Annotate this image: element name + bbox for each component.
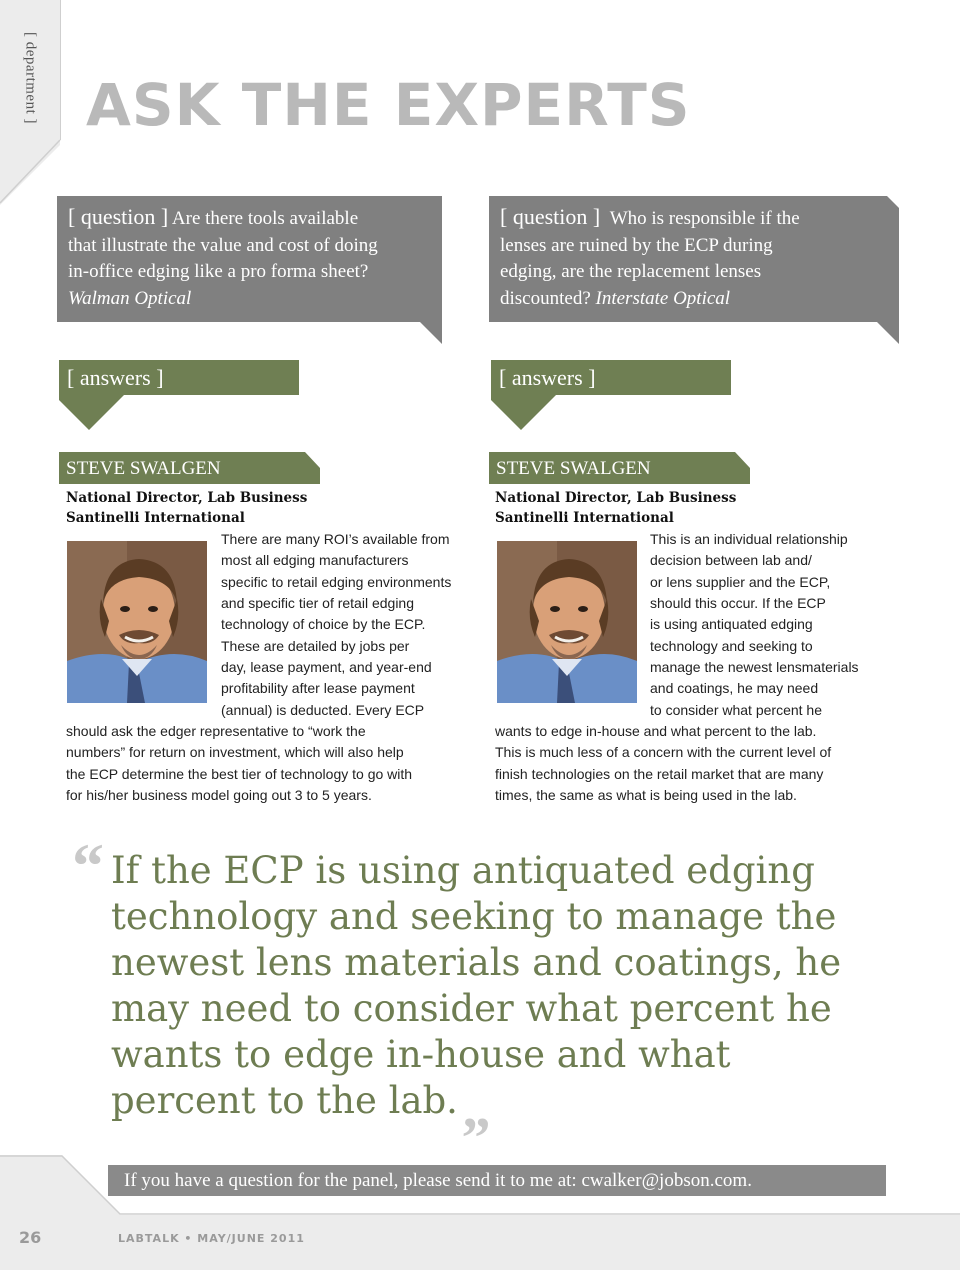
answer-line: the ECP determine the best tier of technology to go with <box>66 766 413 782</box>
answer-line: times, the same as what is being used in the lab. <box>495 787 797 803</box>
expert-title: National Director, Lab Business <box>66 490 308 506</box>
expert-title: National Director, Lab Business <box>495 490 737 506</box>
answer-line: specific to retail edging environments <box>221 574 452 590</box>
question-box-2-tail <box>877 196 901 346</box>
expert-name-bar-2 <box>489 452 751 484</box>
expert-company: Santinelli International <box>66 510 245 526</box>
question-line: in-office edging like a pro forma sheet? <box>68 261 369 282</box>
expert-name: STEVE SWALGEN <box>66 458 221 479</box>
answer-line: This is much less of a concern with the current level of <box>495 744 832 760</box>
page-title-reflection <box>86 137 606 163</box>
pull-quote-line: may need to consider what percent he <box>111 987 832 1030</box>
question-line: that illustrate the value and cost of doing <box>68 234 378 256</box>
pull-quote-line: technology and seeking to manage the <box>111 895 837 938</box>
answer-line: should ask the edger representative to “work the <box>66 723 366 739</box>
answers-label: [ answers ] <box>67 365 164 390</box>
pull-quote-close-mark: „ <box>461 1075 487 1140</box>
ask-panel-text: If you have a question for the panel, please send it to me at: cwalker@jobson.com. <box>124 1170 752 1191</box>
question-box-1 <box>57 196 442 322</box>
answer-line: manage the newest lensmaterials <box>650 659 859 675</box>
answers-box-1-pointer <box>59 394 129 432</box>
answer-line: to consider what percent he <box>650 702 822 718</box>
pull-quote-line: wants to edge in-house and what <box>111 1033 731 1076</box>
answers-box-1 <box>59 360 299 395</box>
question-text: Who is responsible if the <box>609 208 800 229</box>
expert-company: Santinelli International <box>495 510 674 526</box>
answer-line: numbers” for return on investment, which will also help <box>66 744 404 760</box>
answer-line: finish technologies on the retail market that are many <box>495 766 824 782</box>
answer-line: and specific tier of retail edging <box>221 595 414 611</box>
answers-label: [ answers ] <box>499 365 596 390</box>
page-number: 26 <box>19 1228 42 1247</box>
question-label: [ question ] <box>500 204 601 229</box>
answer-line: There are many ROI’s available from <box>221 531 450 547</box>
answer-line: is using antiquated edging <box>650 616 813 632</box>
answers-box-2-pointer <box>491 394 561 432</box>
expert-role-2 <box>495 488 736 528</box>
answer-line: technology of choice by the ECP. <box>221 616 426 632</box>
answer-line: technology and seeking to <box>650 638 813 654</box>
answer-line: These are detailed by jobs per <box>221 638 410 654</box>
question-box-2 <box>489 196 879 322</box>
answer-line: day, lease payment, and year-end <box>221 659 432 675</box>
answer-line: wants to edge in-house and what percent to the lab. <box>495 723 817 739</box>
answer-line: This is an individual relationship <box>650 531 848 547</box>
question-source: Interstate Optical <box>595 287 731 309</box>
answer-line: profitability after lease payment <box>221 680 415 696</box>
expert-role-1 <box>66 488 307 528</box>
answer-line: or lens supplier and the ECP, <box>650 574 831 590</box>
expert-name-bar-1 <box>59 452 321 484</box>
pull-quote-line: newest lens materials and coatings, he <box>111 941 842 984</box>
question-line: lenses are ruined by the ECP during <box>500 234 773 256</box>
answers-box-2 <box>491 360 731 395</box>
answer-line: and coatings, he may need <box>650 680 819 696</box>
pull-quote-line: If the ECP is using antiquated edging <box>111 849 815 892</box>
department-label: [ department ] <box>22 32 39 124</box>
question-line: discounted? <box>500 287 591 309</box>
pull-quote <box>111 848 842 1140</box>
answer-line: decision between lab and/ <box>650 552 812 568</box>
pull-quote-open-mark: “ <box>72 830 104 901</box>
question-line: edging, are the replacement lenses <box>500 261 762 282</box>
expert-photo-2 <box>497 541 637 703</box>
answer-line: for his/her business model going out 3 to 5 years. <box>66 787 372 803</box>
question-label: [ question ] <box>68 204 169 229</box>
answer-line: (annual) is deducted. Every ECP <box>221 702 425 718</box>
expert-name: STEVE SWALGEN <box>496 458 651 479</box>
expert-photo-1 <box>67 541 207 703</box>
pull-quote-line: percent to the lab. <box>111 1079 458 1122</box>
answer-line: should this occur. If the ECP <box>650 595 826 611</box>
page-title: ASK THE EXPERTS <box>86 71 691 139</box>
publication-info: LABTALK • MAY/JUNE 2011 <box>118 1232 305 1245</box>
question-source: Walman Optical <box>68 287 192 309</box>
ask-panel-bar <box>108 1165 886 1196</box>
question-text: Are there tools available <box>171 208 359 229</box>
answer-line: most all edging manufacturers <box>221 552 409 568</box>
question-box-1-tail <box>420 196 444 346</box>
